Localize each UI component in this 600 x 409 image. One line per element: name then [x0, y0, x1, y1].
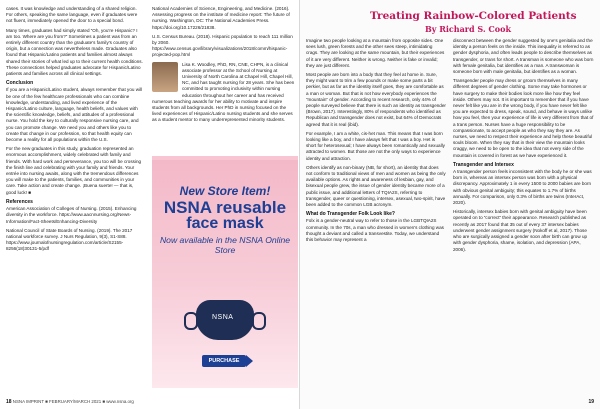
reference: American Association of Colleges of Nursing. (2015). Enhancing diversity in the workforce. https://www.aacnnursing.org/News-Information/Fact-Sheets/Enhancing-Diversity [6, 206, 137, 224]
paragraph: A transgender person feels inconsistent with the body he or she was born in, whereas an intersex person was born with a physical discrepancy. Approximately 1 in every 1500 to 2000 babies are born with obvious genital ambiguity; this equates to 1.7% of births annually. For comparison, only 0.3% of births are twins (InterAct, 2020). [453, 169, 592, 206]
right-column-1 [306, 38, 446, 394]
bio-text: Lisa K. Woodley, PhD, RN, CNE, CHPN, is a clinical associate professor at the School of Nursing at University of North Carolina at Chapel Hill, Chapel Hill, NC, and has taught nursing for 28 years. She has been committed to promoting inclusivity within nursing education throughout her career and has received numerous teaching awards for her ability to motivate and inspire students from all backgrounds. Her PhD in nursing focused on the lived experiences of Hispanic/Latino nursing students and she serves as a student mentor to many underrepresented minority students. [152, 61, 295, 123]
reference: U.S. Census Bureau. (2018). Hispanic population to reach 111 million by 2060. https://www.census.gov/library/visualizations/2018/comm/hispanic-projected-pop.html [152, 33, 293, 58]
left-column-2 [152, 6, 296, 154]
face-mask-image [196, 300, 254, 340]
conclusion-heading: Conclusion [6, 80, 34, 87]
left-column-1 [6, 6, 144, 392]
article-title: Treating Rainbow-Colored Patients [370, 10, 577, 22]
footer-text: NSNA IMPRINT ■ FEBRUARY/MARCH 2021 ■ www.nsna.org [12, 399, 134, 404]
paragraph: Most people are born into a body that they feel at home in. Sure, they might want to trim a few pounds or make some parts a bit perkier, but as far as the identity itself goes, they are comfortable as a man or woman. But that is not how everybody experiences the “mountain” of gender. According to recent research, only 44% of people surveyed believe that there is such an identity as transgender (Brown, 2017). Interestingly, 80% of respondents who identified as Republican and transgender does not exist, but 64% of Democrats agreed that it is real (ibid). [306, 72, 446, 127]
paragraph: For the new graduates in this study, graduation represented an enormous accomplishment, widely celebrated with family and friends. With hard work and perseverance, you too will be crossing the finish line and celebrating with your family and friends. Your entrée into nursing awaits, along with the tremendous differences you will make to the patients, families, and communities in your care. Take action and create change. ¡Buena suerte! — that is, good luck! ■ [6, 146, 142, 195]
paragraph: Imagine two people looking at a mountain from opposite sides. One sees lush, green forests and the other sees steep, intimidating crags. They are looking at the same mountain, but their experiences of it are very different. Neither is wrong. Neither is fake or invalid; they are just different. [306, 38, 445, 68]
paragraph: If you are a Hispanic/Latino student, always remember that you will be one of the few healthcare professionals who can combine knowledge, understanding, and lived experience of the Hispanic/Latino culture, language, health beliefs, and values with the scientific knowledge, beliefs, and attitudes of a professional nurse. You hold the key to culturally responsive nursing care, and you can promote change. We need you and others like you to create that change in our profession, so that health equity can become a reality for all populations within the U.S. [6, 87, 143, 143]
paragraph: cases. It was knowledge and understanding of a shared religion. For others, speaking the same language, even if graduates were not fluent, immediately opened the door to a special bond. [6, 6, 138, 24]
paragraph: For example, I am a white, cis-het man. This means that I was born looking like a boy, and I have always felt that I was a boy. Het is short for heterosexual; I have always been romantically and sexually attracted to women. But those are not the only ways to experience identity and attraction. [306, 130, 445, 161]
face-mask-ad [152, 156, 298, 388]
references-heading: References [6, 198, 33, 205]
left-footer [6, 395, 296, 409]
right-footer [574, 395, 594, 409]
ad-new-store-item: New Store Item! [179, 184, 271, 198]
paragraph: Folx is a gender-neutral way to refer to those in the LGBTQIA2S community. In the 70s, a man who dressed in women’s clothing was thought a deviant and called a transvestite. Today, we understand this behavior may represent a [306, 218, 444, 243]
page-number: 19 [588, 399, 594, 405]
paragraph: Others identify as non-binary (NB, for short), an identity that does not conform to traditional views of men and women as being the only available options. As rights and awareness of lesbian, gay, and bisexual people grew, the issue of gender identity became more of a public issue, and additional letters of TQIA2S, referring to transgender, queer or questioning, intersex, asexual, two-spirit, have been added to the common LGB acronym. [306, 164, 446, 208]
paragraph: disconnect between the gender suggested by one’s genitalia and the identity a person feels on the inside. This inequality is referred to as gender dysphoria, and often leads people to describe themselves as transgender, or trans for short. A transman is someone who was born with female genitalia, but identifies as a man. A transwoman is someone born with male genitalia, but identifies as a woman. [453, 38, 594, 75]
article-byline: By Richard S. Cook [425, 24, 511, 34]
subheading: Transgender and Intersex [453, 161, 514, 168]
paragraph: Transgender people may dress or groom themselves in many different degrees of gender clothing. Some may take hormones or have surgery to make their bodies look more like how they feel inside. Others may not. It is important to remember that if you have never felt like you are in the wrong body, if you have never felt like you are expected to dress, speak, sound, and behave in ways unlike how you feel, then your experience of life is very different from that of a trans person. Nurses have a huge responsibility to be compassionate, to accept people as who they say they are. As nurses, we need to respect their experience and help these beautiful souls bloom. When they say that in their view the mountain looks craggy, we need to be open to the idea that not every side of the mountain is covered in forest as we have experienced it. [453, 78, 594, 158]
arrow-right-icon [246, 355, 253, 367]
subheading: What do Transgender Folk Look like? [306, 211, 395, 218]
reference: National Council of State Boards of Nursing. (2019). The 2017 national workforce survey. J Nurs Regulation, 9(3), S1-S88. https://www.journalofnursingregulation.com/article/S2155-8256(18)30131-5/pdf [6, 227, 133, 252]
page-number: 18 [6, 399, 12, 405]
ad-availability: Now available in the NSNA Online Store [159, 235, 291, 255]
right-column-2 [453, 38, 594, 394]
ad-title: NSNA reusable [163, 198, 287, 217]
right-page [300, 0, 600, 409]
mask-logo: NSNA [212, 314, 234, 321]
ad-title-2: face mask [186, 215, 264, 232]
author-bio [152, 62, 296, 124]
author-photo [152, 62, 178, 92]
purchase-button[interactable] [202, 355, 246, 367]
reference: National Academies of Science, Engineering, and Medicine. (2016). Assessing progress on the institute of medicine report: The future of nursing. Washington, DC: The National Academies Press. https://doi.org/10.17226/21838. [152, 6, 290, 30]
ad-top-bar [152, 156, 298, 160]
paragraph: Historically, intersex babies born with genital ambiguity have been operated on to “correct” their appearance. Research published as recently as 2017 found that 35 out of every 37 intersex babies underwent gender assignment surgery (Nokoff et al, 2017). Those who are surgically assigned a gender soon after birth can grow up with gender dysphoria, shame, isolation, and depression (APA, 2006). [453, 209, 588, 252]
paragraph: Many times, graduates had simply stated “Oh, you’re Hispanic? I am too. Where are you from?” Sometimes a patient was from an entirely different country than the graduate’s family’s country of origin, but a connection was nevertheless made. Graduates also found that Hispanic/Latino patients and families almost always shared their stories of what led up to their current health conditions. These connections helped graduates advocate for Hispanic/Latino patients and families across all clinical settings. [6, 27, 143, 77]
purchase-label: PURCHASE [208, 358, 240, 364]
